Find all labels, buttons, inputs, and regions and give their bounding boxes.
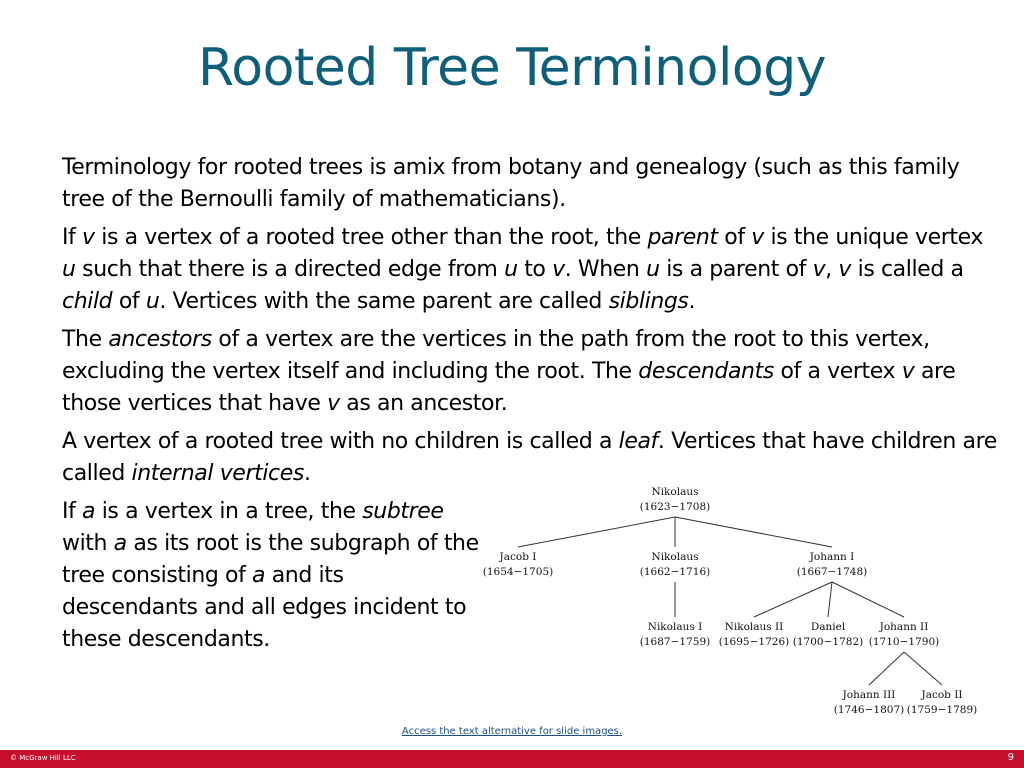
- tree-edge-nikolaus1-johann1: [675, 517, 832, 547]
- paragraph-subtree: [62, 496, 482, 656]
- text-segment: v: [751, 225, 764, 250]
- paragraph-parent-child: [62, 222, 1002, 318]
- footer-bar: [0, 750, 1024, 768]
- text-segment: .: [303, 461, 311, 486]
- text-segment: v: [901, 359, 915, 384]
- tree-node-name: Johann I: [809, 551, 855, 563]
- text-segment: with: [62, 531, 114, 556]
- tree-node-years: (1746−1807): [833, 704, 905, 716]
- text-segment: The: [62, 327, 109, 352]
- text-segment: are those vertices that have: [62, 359, 956, 416]
- text-segment: and its descendants and all edges incident to these descendants.: [62, 563, 467, 652]
- text-segment: a: [113, 531, 127, 556]
- tree-edge-johann1-johannII: [832, 582, 904, 617]
- text-segment: v: [812, 257, 826, 282]
- tree-node-johann1: [777, 550, 887, 580]
- text-segment: . When: [564, 257, 647, 282]
- paragraph-ancestors: [62, 324, 1002, 420]
- text-segment: . Vertices that have children are called: [62, 429, 997, 486]
- text-alternative-link[interactable]: Access the text alternative for slide images.: [401, 726, 623, 737]
- text-segment: leaf: [618, 429, 658, 454]
- tree-node-name: Nikolaus: [651, 486, 699, 498]
- text-segment: internal vertices: [131, 461, 304, 486]
- text-segment: parent: [647, 225, 718, 250]
- tree-edges: [478, 480, 988, 720]
- text-segment: . Vertices with the same parent are called: [159, 289, 609, 314]
- tree-node-name: Jacob II: [921, 689, 963, 701]
- text-segment: subtree: [362, 499, 444, 524]
- text-segment: u: [145, 289, 160, 314]
- text-segment: as an ancestor.: [339, 391, 508, 416]
- text-segment: A vertex of a rooted tree with no children is called a: [62, 429, 619, 454]
- text-segment: is a parent of: [659, 257, 813, 282]
- text-segment: is the unique vertex: [763, 225, 983, 250]
- tree-node-name: Nikolaus I: [647, 621, 703, 633]
- text-segment: .: [688, 289, 696, 314]
- text-segment: such that there is a directed edge from: [75, 257, 505, 282]
- text-segment: of: [112, 289, 146, 314]
- tree-node-years: (1700−1782): [792, 636, 864, 648]
- tree-edge-nikolaus1-jacob1: [518, 517, 675, 547]
- text-segment: is a vertex of a rooted tree other than the root, the: [94, 225, 648, 250]
- slide-title: Rooted Tree Terminology: [197, 38, 826, 98]
- tree-edge-johannII-jacobII: [904, 652, 942, 685]
- text-segment: u: [504, 257, 518, 282]
- tree-node-name: Jacob I: [499, 551, 537, 563]
- tree-node-johannII: [849, 620, 959, 650]
- tree-node-years: (1759−1789): [906, 704, 978, 716]
- text-segment: of a vertex are the vertices in the path from the root to this vertex, excluding the vertex itself and including the root. The: [62, 327, 930, 384]
- tree-node-years: (1662−1716): [639, 566, 711, 578]
- tree-node-years: (1695−1726): [718, 636, 790, 648]
- tree-node-years: (1623−1708): [639, 501, 711, 513]
- text-segment: a: [82, 499, 96, 524]
- tree-node-jacobII: [887, 688, 997, 718]
- text-segment: descendants: [638, 359, 774, 384]
- text-segment: ,: [825, 257, 839, 282]
- tree-node-nikolaus1: [620, 485, 730, 515]
- tree-node-name: Nikolaus: [651, 551, 699, 563]
- tree-node-jacob1: [463, 550, 573, 580]
- text-segment: If: [62, 499, 83, 524]
- tree-node-name: Daniel: [810, 621, 846, 633]
- tree-node-name: Nikolaus II: [724, 621, 784, 633]
- text-segment: as its root is the subgraph of the tree consisting of: [62, 531, 479, 588]
- bernoulli-family-tree: [478, 480, 988, 720]
- text-segment: u: [646, 257, 660, 282]
- tree-edge-johann1-nikolausII: [754, 582, 832, 617]
- tree-node-years: (1667−1748): [796, 566, 868, 578]
- text-segment: v: [552, 257, 565, 282]
- text-segment: child: [62, 289, 113, 314]
- text-segment: of: [717, 225, 752, 250]
- text-segment: a: [252, 563, 266, 588]
- text-segment: to: [517, 257, 553, 282]
- tree-node-years: (1710−1790): [868, 636, 940, 648]
- tree-node-name: Johann III: [842, 689, 896, 701]
- tree-node-nikolaus2: [620, 550, 730, 580]
- text-segment: is called a: [851, 257, 964, 282]
- text-segment: v: [327, 391, 340, 416]
- paragraph-intro: Terminology for rooted trees is amix from botany and genealogy (such as this family tree of the Bernoulli family of mathematicians).: [62, 155, 960, 212]
- text-segment: siblings: [608, 289, 689, 314]
- tree-node-years: (1654−1705): [482, 566, 554, 578]
- page-number: 9: [1007, 752, 1014, 763]
- copyright-text: © McGraw Hill LLC: [10, 754, 76, 762]
- tree-node-years: (1687−1759): [639, 636, 711, 648]
- tree-edge-johannII-johannIII: [869, 652, 904, 685]
- tree-edge-johann1-daniel: [828, 582, 832, 617]
- tree-node-name: Johann II: [879, 621, 929, 633]
- text-segment: is a vertex in a tree, the: [95, 499, 363, 524]
- text-segment: If: [62, 225, 83, 250]
- text-segment: v: [82, 225, 95, 250]
- text-segment: v: [838, 257, 852, 282]
- text-segment: of a vertex: [773, 359, 902, 384]
- text-segment: ancestors: [108, 327, 212, 352]
- text-segment: u: [62, 257, 76, 282]
